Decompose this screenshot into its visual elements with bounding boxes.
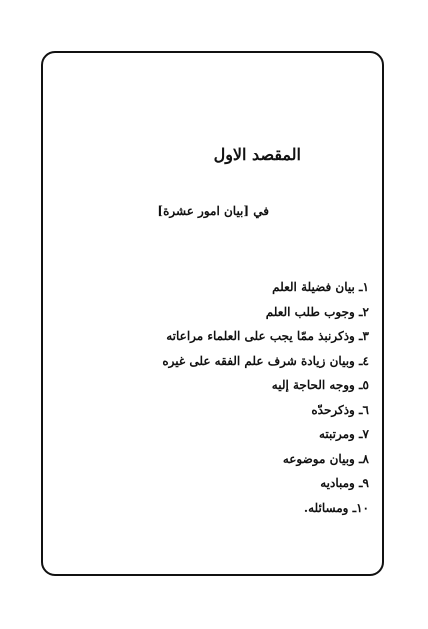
- list-item: ٨ـ وبيان موضوعه: [282, 451, 369, 466]
- section-subtitle: في [بيان امور عشرة]: [157, 204, 269, 218]
- list-item: ١٠ـ ومسائله.: [303, 500, 369, 515]
- section-title: المقصد الاول: [213, 145, 301, 164]
- list-item: ٦ـ وذكرحدّه: [311, 402, 369, 417]
- list-item: ٤ـ وبيان زيادة شرف علم الفقه على غيره: [162, 353, 369, 368]
- topic-list: [162, 275, 369, 520]
- list-item: ٩ـ ومباديه: [320, 476, 369, 490]
- list-item: ٥ـ ووجه الحاجة إليه: [271, 378, 369, 392]
- list-item: ٧ـ ومرتبته: [318, 427, 369, 441]
- list-item: ٢ـ وجوب طلب العلم: [265, 304, 369, 319]
- list-item: ٣ـ وذكرنبذ ممّا يجب على العلماء مراعاته: [166, 329, 369, 343]
- list-item: ١ـ بيان فضيلة العلم: [272, 280, 369, 294]
